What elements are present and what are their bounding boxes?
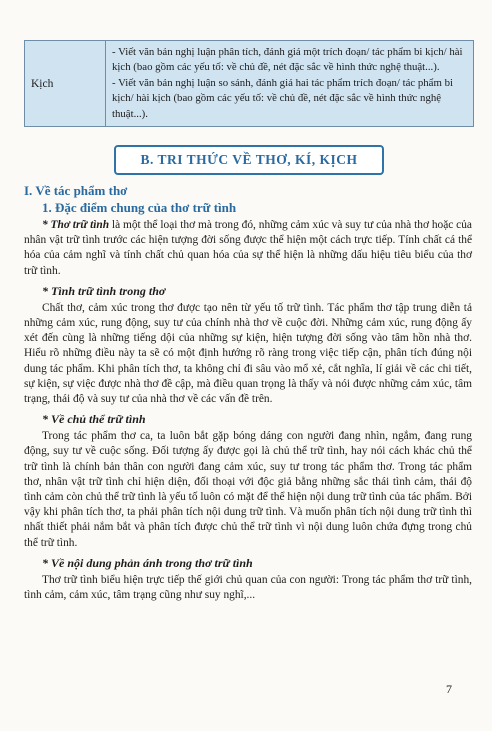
intro-paragraph xyxy=(24,218,472,279)
curriculum-table xyxy=(24,40,474,127)
subhead-chu-the: * Về chủ thể trữ tình xyxy=(42,412,146,427)
intro-term: * Thơ trữ tình xyxy=(42,219,110,231)
subhead-noi-dung: * Về nội dung phản ánh trong thơ trữ tình xyxy=(42,555,253,570)
page-number: 7 xyxy=(446,682,452,696)
paragraph-chu-the: Trong tác phẩm thơ ca, ta luôn bắt gặp bóng dáng con người đang nhìn, ngắm, đang rung động, suy tư về cuộc sống. Đối tượng ấy được gọi là chủ thể trữ tình, hay nói cách khác chủ thể trữ tình là chính bản thân con người đang cảm xúc, suy tư trong tác phẩm thơ. Trong tác phẩm thơ, nhân vật trữ tình chỉ hiện diện, đối thoại với độc giả bằng những sắc thái tình cảm, thái độ tình cảm còn chủ thể trữ tình là yếu tố luôn có mặt để thể hiện nội dung trữ tình của tác phẩm. Bởi vậy khi phân tích thơ, ta phải phân tích nội dung trữ tình. Và muốn phân tích nội dung trữ tình thì nhất thiết phải nắm bắt và phân tích được chủ thể trữ tình vì nội dung luôn chứa đựng trong chủ thể trữ tình. xyxy=(24,430,472,549)
main-content xyxy=(24,182,472,603)
subhead-tinh-tru-tinh: * Tình trữ tình trong thơ xyxy=(42,283,166,298)
table-item: - Viết văn bản nghị luận phân tích, đánh giá một trích đoạn/ tác phẩm bi kịch/ hài kịch (bao gồm các yếu tố: về chủ đề, nét đặc sắc về hình thức nghệ thuật...). xyxy=(112,46,463,74)
section-title: I. Về tác phẩm thơ xyxy=(24,183,128,198)
table-item: - Viết văn bản nghị luận so sánh, đánh giá hai tác phẩm trích đoạn/ tác phẩm bi kịch/ hài kịch (bao gồm các yếu tố: về chủ đề, nét đặc sắc về hình thức nghệ thuật...). xyxy=(112,76,453,120)
paragraph-noi-dung: Thơ trữ tình biểu hiện trực tiếp thế giới chủ quan của con người: Trong tác phẩm thơ trữ tình, tình cảm, cảm xúc, tâm trạng cũng như suy nghĩ,... xyxy=(24,573,472,602)
table-row-content xyxy=(106,41,473,126)
table-row-label: Kịch xyxy=(25,41,106,126)
subsection-title: 1. Đặc điểm chung của thơ trữ tình xyxy=(42,200,237,215)
section-banner: B. TRI THỨC VỀ THƠ, KÍ, KỊCH xyxy=(114,145,384,175)
intro-text: là một thể loại thơ mà trong đó, những cảm xúc và suy tư của nhà thơ hoặc của nhân vật trữ tình trước các hiện tượng đời sống được thể hiện một cách trực tiếp. Tính chất cá thể hóa của cảm nghĩ và tính chất chủ quan hóa của sự thể hiện là những dấu hiệu tiêu biểu của thơ trữ tình. xyxy=(24,219,472,277)
paragraph-tinh-tru-tinh: Chất thơ, cảm xúc trong thơ được tạo nên từ yếu tố trữ tình. Tác phẩm thơ tập trung diễn tả những cảm xúc, rung động, suy tư của chính nhà thơ về cuộc đời. Những cảm xúc, rung động ấy xét đến cùng là những tiếng dội của những sự kiện, hiện tượng đời sống vào tâm hồn nhà thơ. Hiểu rõ những điều này ta sẽ có một định hướng rõ ràng trong việc tiếp cận, phân tích đúng nội dung tác phẩm. Khi phân tích thơ, ta không chỉ đi sâu vào mổ xẻ, cắt nghĩa, lí giải về các chi tiết, sự kiện, sự việc được nhà thơ đề cập, mà điều quan trọng là thấy và nói được những cảm xúc, tâm trạng, thái độ và suy tư của nhà thơ về các vấn đề trên. xyxy=(24,301,472,406)
